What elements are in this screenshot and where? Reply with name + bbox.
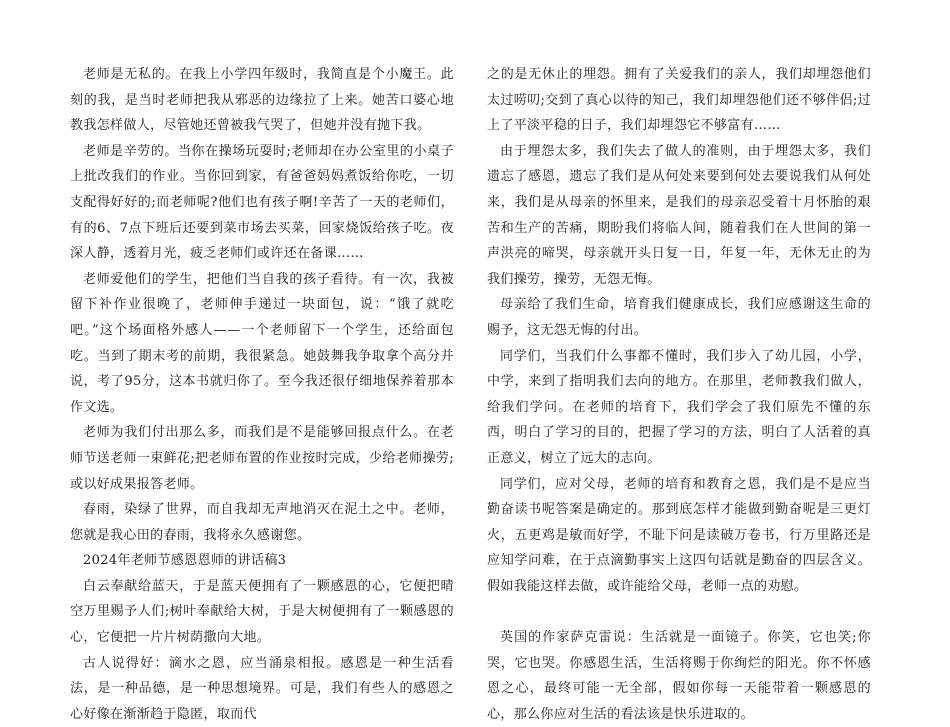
paragraph: 老师是辛劳的。当你在操场玩耍时;老师却在办公室里的小桌子上批改我们的作业。当你回到家，有爸爸妈妈煮饭给你吃，一切支配得好好的;而老师呢?他们也有孩子啊!辛苦了一天的老师们，有的6、7点下班后还要到菜市场去买菜，回家烧饭给孩子吃。夜深人静，透着月光，疲乏老师们或许还在备课…… [70,143,454,262]
right-column [487,62,871,727]
paragraph: 老师为我们付出那么多，而我们是不是能够回报点什么。在老师节送老师一束鲜花;把老师布置的作业按时完成，少给老师操劳;或以好成果报答老师。 [70,425,454,492]
paragraph: 古人说得好：滴水之恩，应当涌泉相报。感恩是一种生活看法，是一种品德，是一种思想境界。可是，我们有些人的感恩之心好像在渐渐趋于隐匿，取而代 [70,655,454,722]
paragraph-continuation: 之的是无休止的埋怨。拥有了关爱我们的亲人，我们却埋怨他们太过唠叨;交到了真心以待的知己，我们却埋怨他们还不够伴侣;过上了平淡平稳的日子，我们却埋怨它不够富有…… [487,67,871,134]
paragraph: 春雨，染绿了世界，而自我却无声地消灭在泥土之中。老师，您就是我心田的春雨，我将永久感谢您。 [70,502,454,543]
section-heading: 2024年老师节感恩恩师的讲话稿3 [83,553,287,569]
paragraph: 母亲给了我们生命，培育我们健康成长，我们应感谢这生命的赐予，这无怨无悔的付出。 [487,297,871,338]
paragraph: 英国的作家萨克雷说：生活就是一面镜子。你笑，它也笑;你哭，它也哭。你感恩生活，生活将赐于你绚烂的阳光。你不怀感恩之心，最终可能一无全部，假如你每一天能带着一颗感恩的心，那么你应对生活的看法该是快乐进取的。 [487,630,871,722]
paragraph: 白云奉献给蓝天，于是蓝天便拥有了一颗感恩的心，它便把晴空万里赐予人们;树叶奉献给大树，于是大树便拥有了一颗感恩的心，它便把一片片树荫撒向大地。 [70,578,454,646]
paragraph: 老师爱他们的学生，把他们当自我的孩子看待。有一次，我被留下补作业很晚了，老师伸手递过一块面包，说：“饿了就吃吧。”这个场面格外感人——一个老师留下一个学生，还给面包吃。当到了期末考的前期，我很紧急。她鼓舞我争取拿个高分并说，考了95分，这本书就归你了。至今我还很仔细地保养着那本作文选。 [70,271,454,415]
paragraph: 同学们，当我们什么事都不懂时，我们步入了幼儿园，小学，中学，来到了指明我们去向的地方。在那里，老师教我们做人，给我们学问。在老师的培育下，我们学会了我们原先不懂的东西，明白了学习的目的，把握了学习的方法，明白了人活着的真正意义，树立了远大的志向。 [487,348,871,466]
left-column [70,62,454,727]
paragraph-gap [487,599,871,625]
paragraph: 老师是无私的。在我上小学四年级时，我简直是个小魔王。此刻的我，是当时老师把我从邪恶的边缘拉了上来。她苦口婆心地教我怎样做人，尽管她还曾被我气哭了，但她并没有抛下我。 [70,67,454,134]
paragraph: 同学们，应对父母，老师的培育和教育之恩，我们是不是应当勤奋读书呢答案是确定的。那到底怎样才能做到勤奋呢是三更灯火，五更鸡是敏而好学，不耻下问是读破万卷书，行万里路还是应知学问难，在于点滴勤事实上这四句话就是勤奋的四层含义。假如我能这样去做，或许能给父母，老师一点的劝慰。 [487,476,871,594]
paragraph: 由于埋怨太多，我们失去了做人的准则，由于埋怨太多，我们遗忘了感恩，遗忘了我们是从何处来要到何处去要说我们从何处来，我们是从母亲的怀里来，是我们的母亲忍受着十月怀胎的艰苦和生产的苦痛，期盼我们将临人间，随着我们在人世间的第一声洪亮的啼哭，母亲就开头日复一日，年复一年，无休无止的为我们操劳，操劳，无怨无悔。 [487,143,871,287]
